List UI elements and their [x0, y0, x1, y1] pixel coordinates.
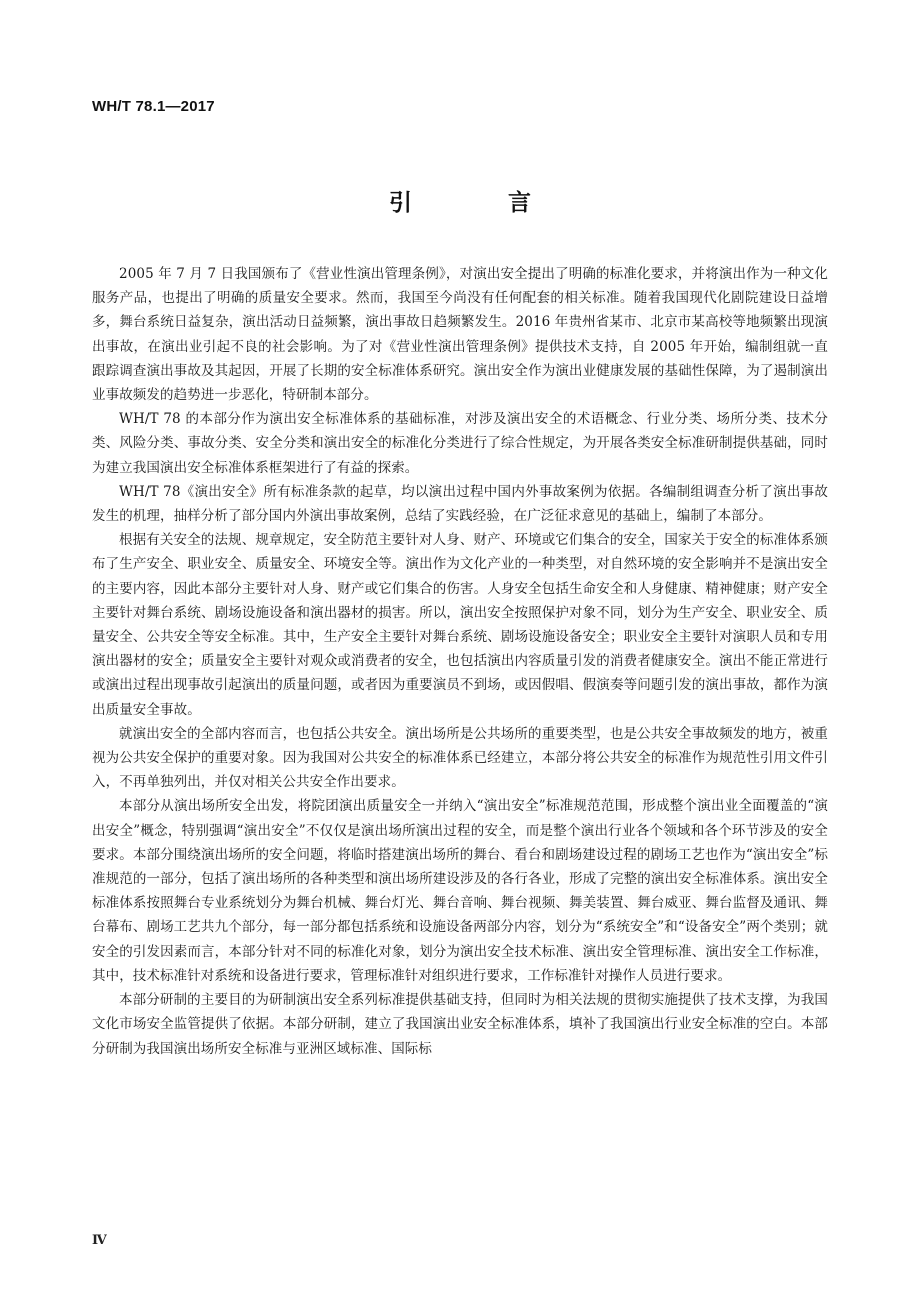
paragraph-standard-system: 本部分从演出场所安全出发，将院团演出质量安全一并纳入“演出安全”标准规范范围，形成整个演出业全面覆盖的“演出安全”概念，特别强调“演出安全”不仅仅是演出场所演出过程的安全，而是整个演出行业各个领域和各个环节涉及的安全要求。本部分围绕演出场所的安全问题，将临时搭建演出场所的舞台、看台和剧场建设过程的剧场工艺也作为“演出安全”标准规范的一部分，包括了演出场所的各种类型和演出场所建设涉及的各行各业，形成了完整的演出安全标准体系。演出安全标准体系按照舞台专业系统划分为舞台机械、舞台灯光、舞台音响、舞台视频、舞美装置、舞台威亚、舞台监督及通讯、舞台幕布、剧场工艺共九个部分，每一部分都包括系统和设施设备两部分内容，划分为“系统安全”和“设备安全”两个类别；就安全的引发因素而言，本部分针对不同的标准化对象，划分为演出安全技术标准、演出安全管理标准、演出安全工作标准，其中，技术标准针对系统和设备进行要求，管理标准针对组织进行要求，工作标准针对操作人员进行要求。: [92, 798, 828, 984]
standard-code: WH/T 78.1—2017: [92, 98, 215, 115]
paragraph-safety-classification: 根据有关安全的法规、规章规定，安全防范主要针对人身、财产、环境或它们集合的安全，国家关于安全的标准体系颁布了生产安全、职业安全、质量安全、环境安全等。演出作为文化产业的一种类型，对自然环境的安全影响并不是演出安全的主要内容，因此本部分主要针对人身、财产或它们集合的伤害。人身安全包括生命安全和人身健康、精神健康；财产安全主要针对舞台系统、剧场设施设备和演出器材的损害。所以，演出安全按照保护对象不同，划分为生产安全、职业安全、质量安全、公共安全等安全标准。其中，生产安全主要针对舞台系统、剧场设施设备安全；职业安全主要针对演职人员和专用演出器材的安全；质量安全主要针对观众或消费者的安全，也包括演出内容质量引发的消费者健康安全。演出不能正常进行或演出过程出现事故引起演出的质量问题，或者因为重要演员不到场，或因假唱、假演奏等问题引发的演出事故，都作为演出质量安全事故。: [92, 532, 828, 718]
paragraph-scope: WH/T 78 的本部分作为演出安全标准体系的基础标准，对涉及演出安全的术语概念、行业分类、场所分类、技术分类、风险分类、事故分类、安全分类和演出安全的标准化分类进行了综合性规定，为开展各类安全标准研制提供基础，同时为建立我国演出安全标准体系框架进行了有益的探索。: [92, 411, 828, 476]
paragraph-background: 2005 年 7 月 7 日我国颁布了《营业性演出管理条例》，对演出安全提出了明确的标准化要求，并将演出作为一种文化服务产品，也提出了明确的质量安全要求。然而，我国至今尚没有任何配套的相关标准。随着我国现代化剧院建设日益增多，舞台系统日益复杂，演出活动日益频繁，演出事故日趋频繁发生。2016 年贵州省某市、北京市某高校等地频繁出现演出事故，在演出业引起不良的社会影响。为了对《营业性演出管理条例》提供技术支持，自 2005 年开始，编制组就一直跟踪调查演出事故及其起因，开展了长期的安全标准体系研究。演出安全作为演出业健康发展的基础性保障，为了遏制演出业事故频发的趋势进一步恶化，特研制本部分。: [92, 266, 828, 404]
paragraph-drafting-basis: WH/T 78《演出安全》所有标准条款的起草，均以演出过程中国内外事故案例为依据。各编制组调查分析了演出事故发生的机理，抽样分析了部分国内外演出事故案例，总结了实践经验，在广泛征求意见的基础上，编制了本部分。: [92, 483, 828, 525]
page-title: 引 言: [388, 190, 575, 216]
paragraph-public-safety: 就演出安全的全部内容而言，也包括公共安全。演出场所是公共场所的重要类型，也是公共安全事故频发的地方，被重视为公共安全保护的重要对象。因为我国对公共安全的标准体系已经建立，本部分将公共安全的标准作为规范性引用文件引入，不再单独列出，并仅对相关公共安全作出要求。: [92, 725, 828, 791]
paragraph-purpose: 本部分研制的主要目的为研制演出安全系列标准提供基础支持，但同时为相关法规的贯彻实施提供了技术支撑，为我国文化市场安全监管提供了依据。本部分研制，建立了我国演出业安全标准体系，填补了我国演出行业安全标准的空白。本部分研制为我国演出场所安全标准与亚洲区域标准、国际标: [92, 992, 828, 1057]
body-text: [92, 262, 828, 1061]
page-number: Ⅳ: [92, 1232, 107, 1247]
